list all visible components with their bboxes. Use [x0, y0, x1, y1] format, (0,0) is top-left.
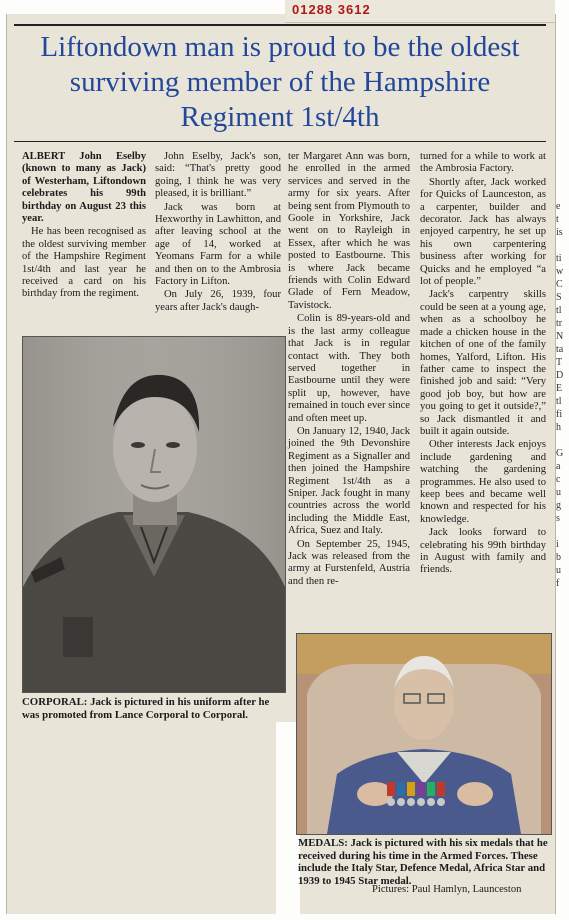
col4-paragraph: Shortly after, Jack worked for Quicks of Launceston, as a carpenter, builder and decorator. Jack has always enjoyed carpentry, he set up his own carpentering business after working for Quicks and he employed “a lot of people.” [420, 176, 546, 288]
col3-paragraph: On September 25, 1945, Jack was released from the army at Furstenfeld, Austria and then re- [288, 538, 410, 587]
col2-paragraph: John Eselby, Jack's son, said: “That's pretty good going, I think he was very pleased, it is brilliant.” [155, 151, 281, 200]
top-rule [14, 24, 546, 26]
headline: Liftondown man is proud to be the oldest surviving member of the Hampshire Regiment 1st/4th [40, 31, 520, 133]
col4-paragraph: Jack's carpentry skills could be seen at a young age, when as a schoolboy he made a chicken house in the kitchen of one of the family homes, Yalford, Lifton. His father came to inspect the finished job and said: “Very good job boy, but how are you going to get it outside?,” so Jack dismantled it and built it again outside. [420, 289, 546, 437]
column-2 [155, 151, 281, 314]
caption-right: MEDALS: Jack is pictured with his six medals that he received during his time in the Armed Forces. These include the Italy Star, Defence Medal, Africa Star and 1939 to 1945 Star medal. [298, 837, 548, 887]
col1-paragraph: He has been recognised as the oldest surviving member of the Hampshire Regiment 1st/4th and last year he received a card on his birthday from the regiment. [22, 226, 146, 300]
headline-rule [14, 141, 546, 142]
soldier-illustration [23, 337, 285, 692]
veteran-illustration [297, 634, 551, 834]
medals-photo [296, 633, 552, 835]
column-3 [288, 151, 410, 588]
col2-paragraph: On July 26, 1939, four years after Jack's daugh- [155, 289, 281, 313]
col4-paragraph: turned for a while to work at the Ambrosia Factory. [420, 151, 546, 175]
col4-paragraph: Jack looks forward to celebrating his 99th birthday in August with family and friends. [420, 527, 546, 576]
col3-paragraph: ter Margaret Ann was born, he enrolled in the armed services and served in the army for six years. After being sent from Plymouth to Goole in Yorkshire, Jack went on to Rayleigh in Essex, after which he was posted to Eastbourne. This is where Jack became friends with Colin Edward Glade of Fern Meadow, Tavistock. [288, 151, 410, 311]
corporal-portrait-photo [22, 336, 286, 693]
column-1 [22, 151, 146, 301]
col3-paragraph: On January 12, 1940, Jack joined the 9th Devonshire Regiment as a Signaller and then joined the Hampshire Regiment 1st/4th as a Sniper. Jack fought in many countries across the world including the Middle East, Africa, Suez and Italy. [288, 425, 410, 537]
column-4 [420, 151, 546, 577]
phone-number: 01288 3612 [292, 2, 371, 17]
photo-credit: Pictures: Paul Hamlyn, Launceston [372, 884, 522, 895]
standfirst: ALBERT John Eselby (known to many as Jack) of Westerham, Liftondown celebrates his 99th birthday on August 23 this year. [22, 151, 146, 225]
col2-paragraph: Jack was born at Hexworthy in Lawhitton, and after leaving school at the age of 14, worked at Yeomans Farm for a while and then on to the Ambrosia Factory in Lifton. [155, 201, 281, 288]
col3-paragraph: Colin is 89-years-old and is the last army colleague that Jack is in regular contact with. They both served together in Eastbourne until they were split up, however, have remained in touch ever since and often meet up. [288, 313, 410, 424]
caption-left: CORPORAL: Jack is pictured in his uniform after he was promoted from Lance Corporal to Corporal. [22, 696, 270, 721]
col4-paragraph: Other interests Jack enjoys include gardening and watching the gardening programmes. He also used to keep bees and became well known and respected for his knowledge. [420, 439, 546, 525]
adjacent-article-fragment: e t is ti w C S tl tr N ta T D E tl fi h G a c u g s i b u f [556, 201, 564, 589]
